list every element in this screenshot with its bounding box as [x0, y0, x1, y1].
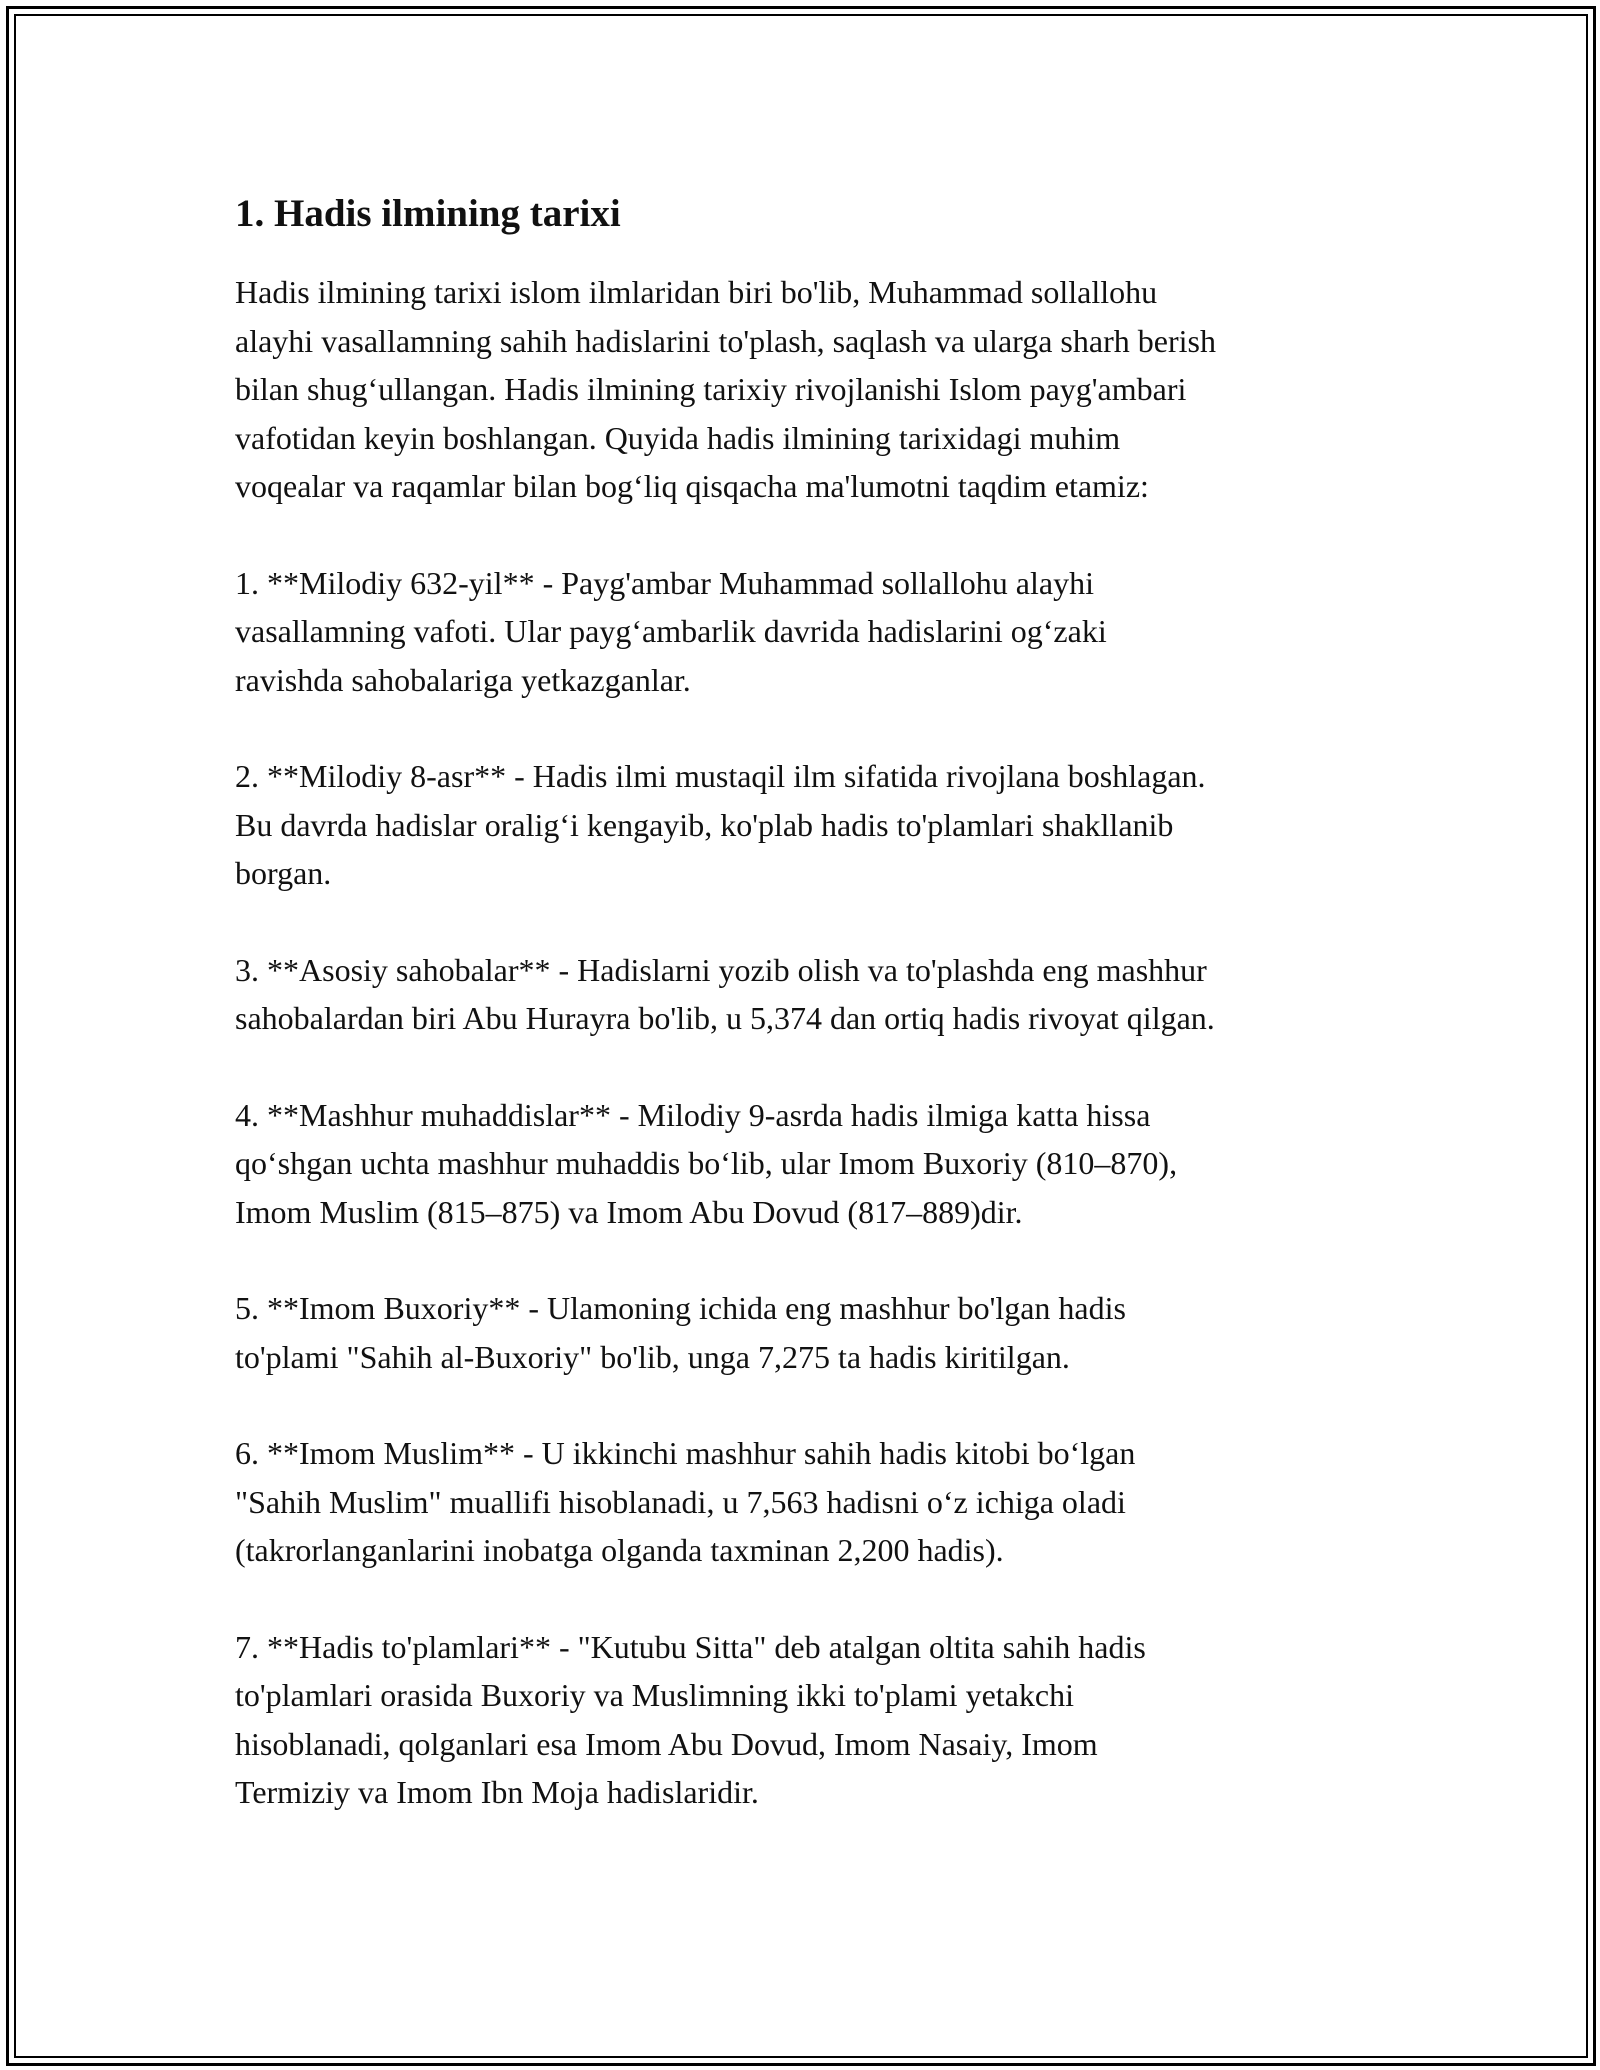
list-item-7: 7. **Hadis to'plamlari** - "Kutubu Sitta" deb atalgan oltita sahih hadis to'plamlari orasida Buxoriy va Muslimning ikki to'plami yetakchi hisoblanadi, qolganlari esa Imom Abu Dovud, Imom Nasaiy, Imom Termiziy va Imom Ibn Moja hadislaridir.: [235, 1628, 1146, 1810]
list-item-3: 3. **Asosiy sahobalar** - Hadislarni yozib olish va to'plashda eng mashhur sahobalardan biri Abu Hurayra bo'lib, u 5,374 dan ortiq hadis rivoyat qilgan.: [235, 951, 1215, 1036]
document-title: 1. Hadis ilmining tarixi: [235, 192, 621, 235]
intro-paragraph: Hadis ilmining tarixi islom ilmlaridan biri bo'lib, Muhammad sollallohu alayhi vasallamning sahih hadislarini to'plash, saqlash va ularga sharh berish bilan shug‘ullangan. Hadis ilmining tarixiy rivojlanishi Islom payg'ambari vafotidan keyin boshlangan. Quyida hadis ilmining tarixidagi muhim voqealar va raqamlar bilan bog‘liq qisqacha ma'lumotni taqdim etamiz:: [235, 274, 1216, 504]
list-item-6: 6. **Imom Muslim** - U ikkinchi mashhur sahih hadis kitobi bo‘lgan "Sahih Muslim" muallifi hisoblanadi, u 7,563 hadisni o‘z ichiga oladi (takrorlanganlarini inobatga olganda taxminan 2,200 hadis).: [235, 1435, 1136, 1568]
list-item-5: 5. **Imom Buxoriy** - Ulamoning ichida eng mashhur bo'lgan hadis to'plami "Sahih al-Buxoriy" bo'lib, unga 7,275 ta hadis kiritilgan.: [235, 1290, 1126, 1375]
document-body: [235, 186, 1375, 1865]
list-item-2: 2. **Milodiy 8-asr** - Hadis ilmi mustaqil ilm sifatida rivojlana boshlagan. Bu davrda hadislar oralig‘i kengayib, ko'plab hadis to'plamlari shakllanib borgan.: [235, 758, 1206, 891]
list-item-4: 4. **Mashhur muhaddislar** - Milodiy 9-asrda hadis ilmiga katta hissa qo‘shgan uchta mashhur muhaddis bo‘lib, ular Imom Buxoriy (810–870), Imom Muslim (815–875) va Imom Abu Dovud (817–889)dir.: [235, 1096, 1178, 1230]
list-item-1: 1. **Milodiy 632-yil** - Payg'ambar Muhammad sollallohu alayhi vasallamning vafoti. Ular payg‘ambarlik davrida hadislarini og‘zaki ravishda sahobalariga yetkazganlar.: [235, 564, 1107, 698]
